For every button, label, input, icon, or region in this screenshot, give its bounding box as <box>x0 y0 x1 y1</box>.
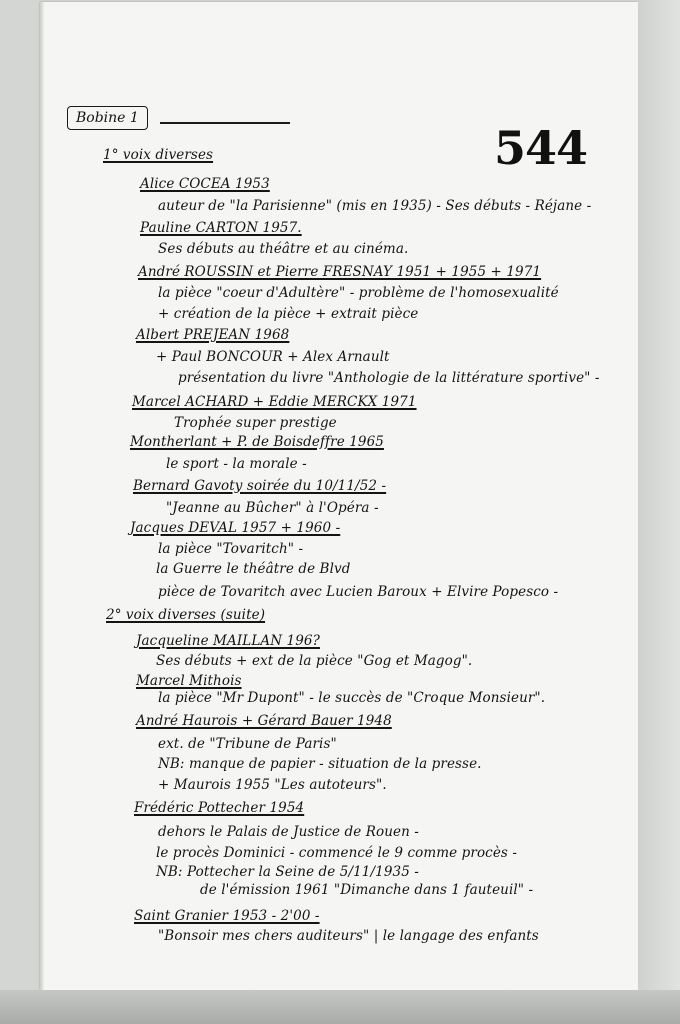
handwritten-line: + Paul BONCOUR + Alex Arnault <box>156 349 390 365</box>
bottom-shadow <box>0 990 680 1024</box>
handwritten-line: la pièce "Tovaritch" - <box>158 541 304 557</box>
handwritten-line: Marcel Mithois <box>136 673 242 689</box>
handwritten-line: Jacqueline MAILLAN 196? <box>136 633 320 649</box>
handwritten-line: Marcel ACHARD + Eddie MERCKX 1971 <box>132 394 417 410</box>
background-strip <box>638 0 680 1024</box>
handwritten-line: Albert PREJEAN 1968 <box>136 327 290 343</box>
page-edge <box>40 2 44 990</box>
handwritten-line: Bernard Gavoty soirée du 10/11/52 - <box>133 478 387 494</box>
handwritten-line: dehors le Palais de Justice de Rouen - <box>158 824 419 840</box>
handwritten-line: le sport - la morale - <box>166 456 307 472</box>
handwritten-line: Montherlant + P. de Boisdeffre 1965 <box>130 434 384 450</box>
handwritten-line: présentation du livre "Anthologie de la littérature sportive" - <box>178 370 600 386</box>
handwritten-line: la pièce "coeur d'Adultère" - problème de l'homosexualité <box>158 285 559 301</box>
handwritten-line: de l'émission 1961 "Dimanche dans 1 fauteuil" - <box>200 882 534 898</box>
handwritten-line: Saint Granier 1953 - 2'00 - <box>134 908 320 924</box>
handwritten-line: 1° voix diverses <box>103 147 214 163</box>
handwritten-line: Pauline CARTON 1957. <box>140 220 302 236</box>
handwritten-line: "Bonsoir mes chers auditeurs" | le langage des enfants <box>158 928 539 944</box>
handwritten-line: André Haurois + Gérard Bauer 1948 <box>136 713 392 729</box>
page-number: 544 <box>494 121 588 175</box>
handwritten-line: Trophée super prestige <box>174 415 337 431</box>
handwritten-line: Alice COCEA 1953 <box>140 176 270 192</box>
handwritten-line: + Maurois 1955 "Les autoteurs". <box>158 777 387 793</box>
handwritten-line: Ses débuts au théâtre et au cinéma. <box>158 241 409 257</box>
handwritten-line: Frédéric Pottecher 1954 <box>134 800 305 816</box>
handwritten-line: + création de la pièce + extrait pièce <box>158 306 419 322</box>
handwritten-line: NB: manque de papier - situation de la presse. <box>158 756 482 772</box>
handwritten-line: Jacques DEVAL 1957 + 1960 - <box>130 520 341 536</box>
handwritten-line: NB: Pottecher la Seine de 5/11/1935 - <box>156 864 419 880</box>
reel-title-box: Bobine 1 <box>67 106 148 130</box>
handwritten-line: la Guerre le théâtre de Blvd <box>156 561 351 577</box>
handwritten-line: "Jeanne au Bûcher" à l'Opéra - <box>166 500 379 516</box>
handwritten-line: André ROUSSIN et Pierre FRESNAY 1951 + 1955 + 1971 <box>138 264 542 280</box>
handwritten-line: la pièce "Mr Dupont" - le succès de "Croque Monsieur". <box>158 690 546 706</box>
handwritten-line: Ses débuts + ext de la pièce "Gog et Magog". <box>156 653 473 669</box>
handwritten-line: ext. de "Tribune de Paris" <box>158 736 337 752</box>
handwritten-line: 2° voix diverses (suite) <box>106 607 266 623</box>
title-rule <box>160 122 290 124</box>
handwritten-line: le procès Dominici - commencé le 9 comme procès - <box>156 845 518 861</box>
handwritten-line: pièce de Tovaritch avec Lucien Baroux + Elvire Popesco - <box>158 584 559 600</box>
handwritten-line: auteur de "la Parisienne" (mis en 1935) - Ses débuts - Réjane - <box>158 198 592 214</box>
